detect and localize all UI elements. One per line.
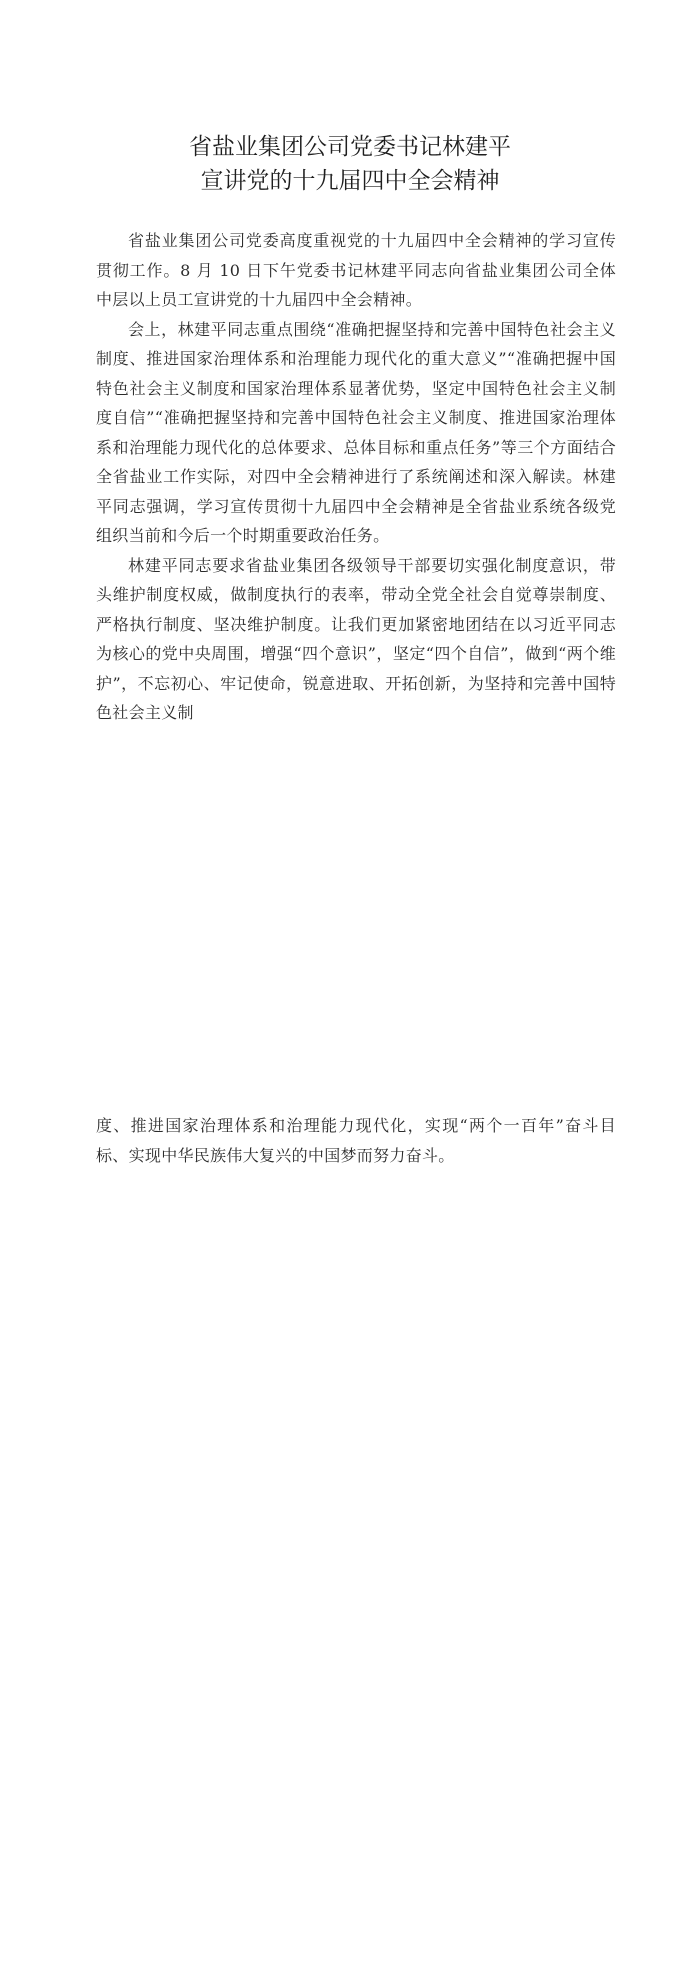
paragraph-1: 省盐业集团公司党委高度重视党的十九届四中全会精神的学习宣传贯彻工作。8 月 10 日下午党委书记林建平同志向省盐业集团公司全体中层以上员工宣讲党的十九届四中全会精神。 (96, 231, 616, 309)
paragraph-2: 会上，林建平同志重点围绕“准确把握坚持和完善中国特色社会主义制度、推进国家治理体系和治理能力现代化的重大意义”“准确把握中国特色社会主义制度和国家治理体系显著优势，坚定中国特色社会主义制度自信”“准确把握坚持和完善中国特色社会主义制度、推进国家治理体系和治理能力现代化的总体要求、总体目标和重点任务”等三个方面结合全省盐业工作实际，对四中全会精神进行了系统阐述和深入解读。林建平同志强调，学习宣传贯彻十九届四中全会精神是全省盐业系统各级党组织当前和今后一个时期重要政治任务。 (96, 319, 616, 545)
article-title (0, 130, 700, 198)
paragraph-3: 林建平同志要求省盐业集团各级领导干部要切实强化制度意识，带头维护制度权威，做制度执行的表率，带动全党全社会自觉尊崇制度、严格执行制度、坚决维护制度。让我们更加紧密地团结在以习近平同志为核心的党中央周围，增强“四个意识”，坚定“四个自信”，做到“两个维护”，不忘初心、牢记使命，锐意进取、开拓创新，为坚持和完善中国特色社会主义制 (96, 555, 616, 722)
article-title-line-1: 省盐业集团公司党委书记林建平 (189, 134, 511, 160)
article-body (96, 226, 616, 728)
article-title-line-2: 宣讲党的十九届四中全会精神 (200, 168, 500, 194)
article-body-continuation (96, 1111, 616, 1170)
paragraph-3-continuation: 度、推进国家治理体系和治理能力现代化，实现“两个一百年”奋斗目标、实现中华民族伟大复兴的中国梦而努力奋斗。 (96, 1116, 616, 1165)
